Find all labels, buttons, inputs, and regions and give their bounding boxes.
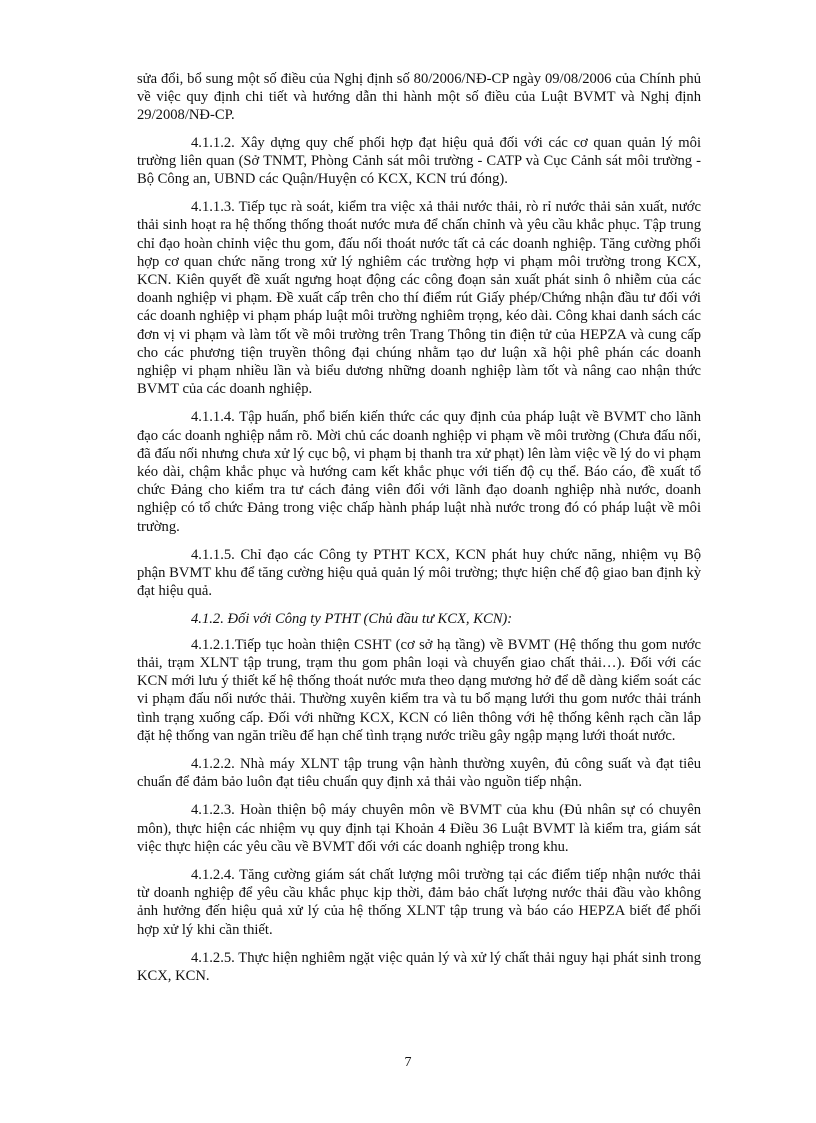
paragraph-4-1-1-3: 4.1.1.3. Tiếp tục rà soát, kiểm tra việc xả thải nước thải, rò rỉ nước thải sản xuất, nước thải sinh hoạt ra hệ thống thống thoát nước mưa để chấn chỉnh và yêu cầu khắc phục. Tập trung chỉ đạo hoàn chỉnh việc thu gom, đấu nối thoát nước tất cả các doanh nghiệp. Tăng cường phối hợp cơ quan chức năng trong xử lý nghiêm các trường hợp vi phạm môi trường trong KCX, KCN. Kiên quyết đề xuất ngưng hoạt động các công đoạn sản xuất phát sinh ô nhiễm của các doanh nghiệp vi phạm. Đề xuất cấp trên cho thí điểm rút Giấy phép/Chứng nhận đầu tư đối với các doanh nghiệp vi phạm pháp luật môi trường nghiêm trọng, kéo dài. Công khai danh sách các đơn vị vi phạm và làm tốt về môi trường trên Trang Thông tin điện tử của HEPZA và cung cấp cho các phương tiện truyền thông đại chúng nhằm tạo dư luận xã hội phê phán các doanh nghiệp vi phạm nhiều lần và biểu dương những doanh nghiệp làm tốt và nâng cao nhận thức BVMT của các doanh nghiệp. — [137, 199, 701, 398]
section-heading-4-1-2: 4.1.2. Đối với Công ty PTHT (Chủ đầu tư KCX, KCN): — [191, 611, 513, 628]
paragraph-4-1-2-2: 4.1.2.2. Nhà máy XLNT tập trung vận hành thường xuyên, đủ công suất và đạt tiêu chuẩn để đảm bảo luôn đạt tiêu chuẩn quy định xả thải vào nguồn tiếp nhận. — [137, 755, 701, 791]
paragraph-continuation: sửa đổi, bổ sung một số điều của Nghị định số 80/2006/NĐ-CP ngày 09/08/2006 của Chính phủ về việc quy định chi tiết và hướng dẫn thi hành một số điều của Luật BVMT và Nghị định 29/2008/NĐ-CP. — [137, 71, 701, 124]
document-page — [137, 70, 701, 995]
paragraph-4-1-1-5: 4.1.1.5. Chỉ đạo các Công ty PTHT KCX, KCN phát huy chức năng, nhiệm vụ Bộ phận BVMT khu để tăng cường hiệu quả quản lý môi trường; thực hiện chế độ giao ban định kỳ đạt hiệu quả. — [137, 546, 701, 600]
page-number: 7 — [404, 1055, 412, 1070]
paragraph-4-1-2-5: 4.1.2.5. Thực hiện nghiêm ngặt việc quản lý và xử lý chất thải nguy hại phát sinh trong KCX, KCN. — [137, 949, 701, 984]
paragraph-4-1-2-4: 4.1.2.4. Tăng cường giám sát chất lượng môi trường tại các điểm tiếp nhận nước thải từ doanh nghiệp để yêu cầu khắc phục kịp thời, đảm bảo chất lượng nước thải đầu vào không ảnh hưởng đến hiệu quả xử lý của hệ thống XLNT tập trung và báo cáo HEPZA biết để phối hợp xử lý khi cần thiết. — [137, 866, 701, 938]
paragraph-4-1-2-1: 4.1.2.1.Tiếp tục hoàn thiện CSHT (cơ sở hạ tầng) về BVMT (Hệ thống thu gom nước thải, trạm XLNT tập trung, trạm thu gom phân loại và chuyển giao chất thải…). Đối với các KCN mới lưu ý thiết kế hệ thống thoát nước mưa theo dạng mương hở để dễ dàng kiểm soát các vi phạm đấu nối nước thải. Thường xuyên kiểm tra và tu bổ mạng lưới thu gom nước thải tránh tình trạng xuống cấp. Đối với những KCX, KCN có liên thông với hệ thống kênh rạch cần lắp đặt hệ thống van ngăn triều để hạn chế tình trạng nước triều gây ngập mạng lưới thoát nước. — [137, 636, 701, 744]
paragraph-4-1-1-2: 4.1.1.2. Xây dựng quy chế phối hợp đạt hiệu quả đối với các cơ quan quản lý môi trường liên quan (Sở TNMT, Phòng Cảnh sát môi trường - CATP và Cục Cảnh sát môi trường - Bộ Công an, UBND các Quận/Huyện có KCX, KCN trú đóng). — [137, 134, 701, 188]
paragraph-4-1-1-4: 4.1.1.4. Tập huấn, phổ biến kiến thức các quy định của pháp luật về BVMT cho lãnh đạo các doanh nghiệp nắm rõ. Mời chủ các doanh nghiệp vi phạm về môi trường (Chưa đấu nối, đã đấu nối nhưng chưa xử lý cục bộ, vi phạm bị thanh tra xử phạt) lên làm việc về lý do vi phạm kéo dài, chậm khắc phục và hướng cam kết khắc phục với tiến độ cụ thể. Báo cáo, đề xuất tổ chức Đảng cho kiểm tra tư cách đảng viên đối với lãnh đạo doanh nghiệp nhà nước, doanh nghiệp có tổ chức Đảng trong việc chấp hành pháp luật nhà nước trong đó có pháp luật về môi trường. — [137, 409, 701, 535]
paragraph-4-1-2-3: 4.1.2.3. Hoàn thiện bộ máy chuyên môn về BVMT của khu (Đủ nhân sự có chuyên môn), thực hiện các nhiệm vụ quy định tại Khoản 4 Điều 36 Luật BVMT là kiểm tra, giám sát việc thực hiện các yêu cầu về BVMT đối với các doanh nghiệp trong khu. — [137, 802, 701, 855]
